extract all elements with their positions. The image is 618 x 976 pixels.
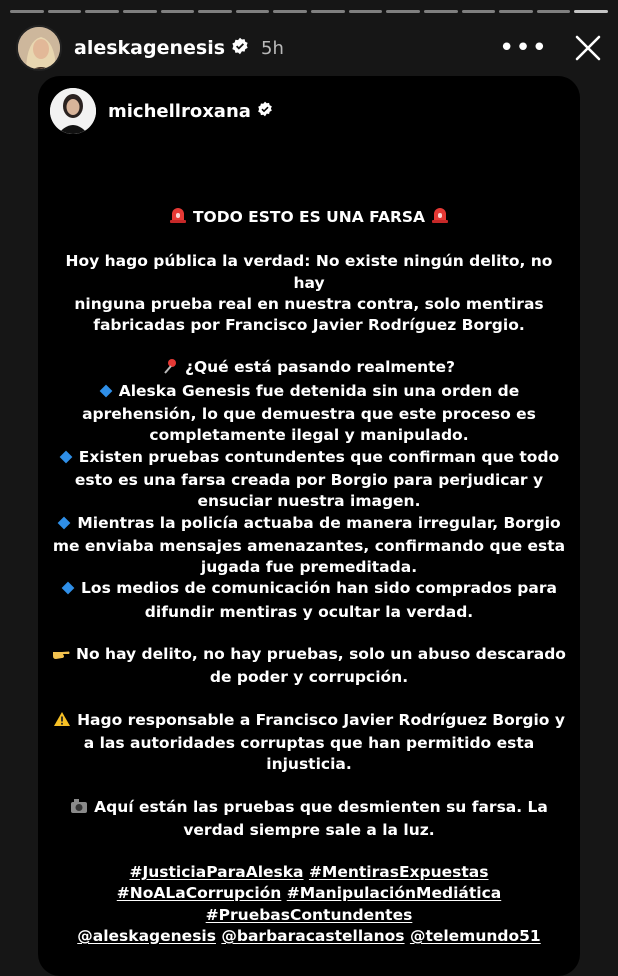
blue-diamond-icon <box>59 449 73 470</box>
blue-diamond-icon <box>99 383 113 404</box>
bullet-line: Los medios de comunicación han sido comprados para <box>52 578 566 601</box>
progress-segment <box>349 10 383 13</box>
hashtag-line <box>52 862 566 883</box>
story-username[interactable]: aleskagenesis <box>74 37 226 59</box>
progress-segment <box>499 10 533 13</box>
hashtag-link[interactable]: #JusticiaParaAleska <box>129 863 304 882</box>
mention-link[interactable]: @barbaracastellanos <box>221 927 405 946</box>
bullet-line: aprehensión, lo que demuestra que este proceso es <box>82 405 536 424</box>
intro-line: Hoy hago pública la verdad: No existe ningún delito, no hay <box>65 252 553 292</box>
intro-line: ninguna prueba real en nuestra contra, solo mentiras <box>74 294 544 313</box>
post-text <box>38 206 580 947</box>
bullet-line: completamente ilegal y manipulado. <box>149 426 469 445</box>
intro-line: fabricadas por Francisco Javier Rodríguez Borgio. <box>93 316 525 335</box>
siren-icon <box>169 206 187 230</box>
progress-segment <box>424 10 458 13</box>
progress-segment <box>311 10 345 13</box>
more-options-icon[interactable]: ••• <box>498 33 548 63</box>
pushpin-icon <box>163 358 179 380</box>
question-line: ¿Qué está pasando realmente? <box>52 357 566 380</box>
progress-segment <box>462 10 496 13</box>
hashtag-link[interactable]: #MentirasExpuestas <box>308 863 489 882</box>
story-progress-bar <box>10 10 608 13</box>
post-header <box>50 88 273 134</box>
progress-segment <box>236 10 270 13</box>
bullet-line: jugada fue premeditada. <box>200 558 418 577</box>
progress-segment <box>123 10 157 13</box>
point-line: de poder y corrupción. <box>209 668 409 687</box>
progress-segment <box>161 10 195 13</box>
siren-icon <box>431 206 449 230</box>
avatar[interactable] <box>16 25 62 71</box>
mention-link[interactable]: @aleskagenesis <box>77 927 216 946</box>
progress-segment <box>48 10 82 13</box>
hashtag-link[interactable]: #PruebasContundentes <box>205 905 413 924</box>
warning-line: a las autoridades corruptas que han permitido esta <box>83 733 535 752</box>
progress-segment <box>386 10 420 13</box>
hashtag-line <box>52 883 566 904</box>
bullet-line: me enviaba mensajes amenazantes, confirmando que esta <box>52 536 566 555</box>
pointing-hand-icon <box>52 646 70 667</box>
blue-diamond-icon <box>57 515 71 536</box>
story-header <box>16 24 608 72</box>
hashtag-link[interactable]: #ManipulaciónMediática <box>286 884 502 903</box>
post-title: TODO ESTO ES UNA FARSA <box>52 206 566 230</box>
blue-diamond-icon <box>61 580 75 601</box>
warning-line: Hago responsable a Francisco Javier Rodríguez Borgio y <box>52 710 566 733</box>
proof-line: Aquí están las pruebas que desmienten su farsa. La <box>52 797 566 820</box>
bullet-line: Aleska Genesis fue detenida sin una orden de <box>52 381 566 404</box>
shared-post-card[interactable] <box>38 76 580 976</box>
progress-segment <box>537 10 571 13</box>
warning-icon <box>53 711 71 733</box>
hashtag-line <box>52 905 566 926</box>
post-avatar[interactable] <box>50 88 96 134</box>
post-username[interactable]: michellroxana <box>108 100 251 122</box>
warning-line: injusticia. <box>266 755 352 774</box>
progress-segment <box>273 10 307 13</box>
bullet-line: Mientras la policía actuaba de manera irregular, Borgio <box>52 513 566 536</box>
close-icon[interactable] <box>568 28 608 68</box>
hashtag-link[interactable]: #NoALaCorrupción <box>116 884 282 903</box>
bullet-line: difundir mentiras y ocultar la verdad. <box>144 602 474 621</box>
progress-segment <box>198 10 232 13</box>
verified-badge-icon <box>257 101 273 121</box>
progress-segment <box>10 10 44 13</box>
bullet-line: ensuciar nuestra imagen. <box>197 492 421 511</box>
mention-line <box>52 926 566 947</box>
progress-segment <box>574 10 608 13</box>
story-timestamp: 5h <box>261 37 284 59</box>
camera-icon <box>70 798 88 820</box>
verified-badge-icon <box>231 37 249 59</box>
proof-line: verdad siempre sale a la luz. <box>183 820 435 839</box>
point-line: No hay delito, no hay pruebas, solo un abuso descarado <box>52 644 566 667</box>
bullet-line: Existen pruebas contundentes que confirman que todo <box>52 447 566 470</box>
progress-segment <box>85 10 119 13</box>
bullet-line: esto es una farsa creada por Borgio para perjudicar y <box>74 470 544 489</box>
mention-link[interactable]: @telemundo51 <box>409 927 541 946</box>
